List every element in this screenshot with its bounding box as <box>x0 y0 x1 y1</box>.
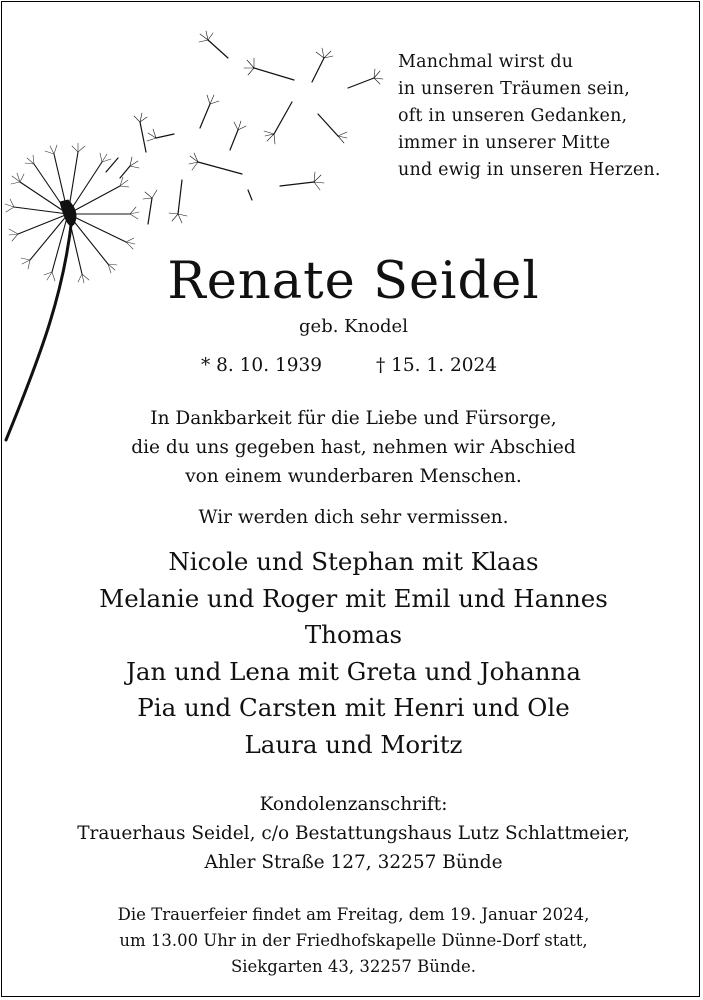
birth-date: * 8. 10. 1939 <box>201 355 323 376</box>
condolence-address <box>2 790 700 877</box>
funeral-notice <box>2 902 700 980</box>
gratitude-line: In Dankbarkeit für die Liebe und Fürsorge, <box>150 408 557 429</box>
miss-line: Wir werden dich sehr vermissen. <box>198 507 509 528</box>
poem-line: in unseren Träumen sein, <box>398 79 630 99</box>
family-entry: Melanie und Roger mit Emil und Hannes <box>99 583 608 613</box>
deceased-name: Renate Seidel <box>167 252 540 311</box>
family-entry: Pia und Carsten mit Henri und Ole <box>137 693 570 722</box>
poem-line: Manchmal wirst du <box>398 52 574 72</box>
poem-line: oft in unseren Gedanken, <box>398 106 628 126</box>
obituary-card <box>1 1 700 997</box>
family-entry: Nicole und Stephan mit Klaas <box>168 547 539 576</box>
funeral-line: Die Trauerfeier findet am Freitag, dem 19. Januar 2024, <box>117 905 590 924</box>
condolence-heading: Kondolenzanschrift: <box>259 794 448 815</box>
life-dates <box>2 355 700 381</box>
gratitude-line: die du uns gegeben hast, nehmen wir Abschied <box>131 437 576 458</box>
gratitude-line: von einem wunderbaren Menschen. <box>185 466 522 487</box>
family-entry: Jan und Lena mit Greta und Johanna <box>126 656 581 686</box>
condolence-line: Ahler Straße 127, 32257 Bünde <box>204 852 503 873</box>
gratitude-text <box>2 404 700 491</box>
family-entry: Thomas <box>304 620 403 649</box>
condolence-line: Trauerhaus Seidel, c/o Bestattungshaus Lutz Schlattmeier, <box>77 823 630 844</box>
family-entry: Laura und Moritz <box>244 729 463 759</box>
poem-line: und ewig in unseren Herzen. <box>398 160 661 180</box>
family-list <box>2 544 700 763</box>
funeral-line: um 13.00 Uhr in der Friedhofskapelle Dünne-Dorf statt, <box>119 931 588 950</box>
born-name: geb. Knodel <box>299 316 408 337</box>
dandelion-illustration <box>2 2 402 462</box>
funeral-line: Siekgarten 43, 32257 Bünde. <box>230 957 477 976</box>
death-date: † 15. 1. 2024 <box>376 355 498 376</box>
poem-line: immer in unserer Mitte <box>398 133 611 153</box>
poem <box>398 49 698 184</box>
